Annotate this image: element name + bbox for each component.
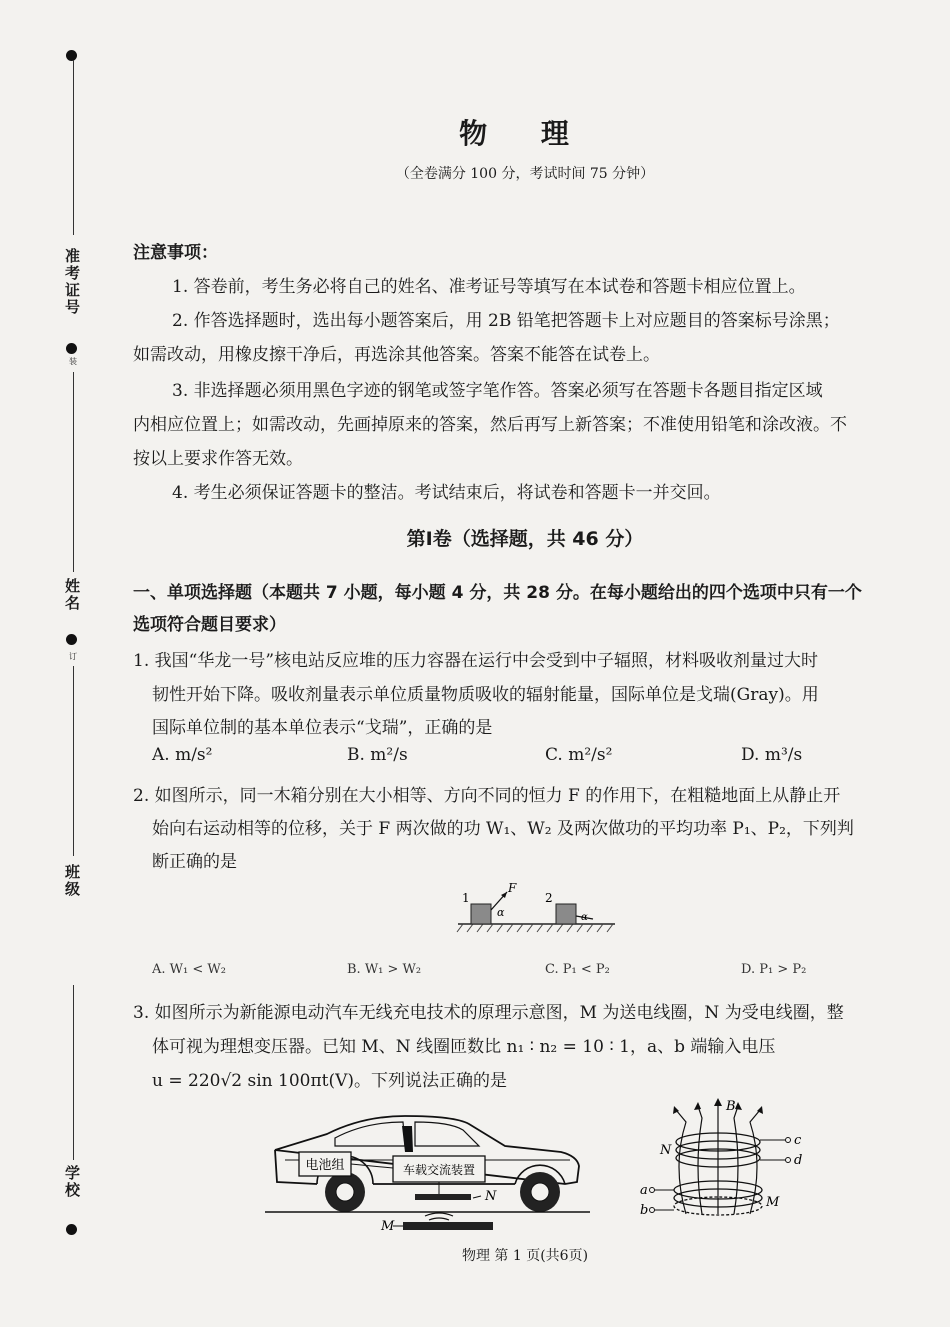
transmitter-coil-label: M [381,1219,395,1234]
coil-m-label: M [766,1195,780,1210]
angle-label-1: α [497,906,505,919]
note-line: 1. 答卷前，考生务必将自己的姓名、准考证号等填写在本试卷和答题卡相应位置上。 [172,277,806,297]
box-1-label: 1 [462,891,470,905]
q3-coil-figure [638,1096,813,1226]
terminal-c: c [794,1133,802,1148]
q3-text: u = 220√2 sin 100πt(V)。下列说法正确的是 [152,1071,508,1091]
q3-text: 3. 如图所示为新能源电动汽车无线充电技术的原理示意图，M 为送电线圈，N 为受电线圈，整 [133,1003,844,1023]
q2-option-c-cut: C. P₁ < P₂ [545,962,610,974]
margin-mark-ding: 订 [69,652,77,661]
q2-figure [455,876,620,936]
q1-option-a: A. m/s² [152,745,213,765]
q1-text: 韧性开始下降。吸收剂量表示单位质量物质吸收的辐射能量，国际单位是戈瑞(Gray)。用 [152,685,819,705]
margin-dot [66,1224,77,1235]
margin-label-name: 姓名 [63,578,81,612]
q2-option-b-cut: B. W₁ > W₂ [347,962,422,974]
margin-label-school: 学校 [63,1165,81,1199]
q3-text: 体可视为理想变压器。已知 M、N 线圈匝数比 n₁ ∶ n₂ = 10 ∶ 1，a、b 端输入电压 [152,1037,776,1057]
battery-label: 电池组 [305,1158,345,1173]
terminal-b: b [640,1203,649,1218]
note-line: 按以上要求作答无效。 [133,449,303,469]
margin-dot [66,634,77,645]
q1-option-d: D. m³/s [741,745,803,765]
part-heading: 一、单项选择题（本题共 7 小题，每小题 4 分，共 28 分。在每小题给出的四个选项中只有一个 [133,583,862,603]
receiver-coil-label: N [485,1189,497,1204]
transmitter-coil [403,1222,493,1230]
field-label: B [726,1099,736,1114]
note-line: 3. 非选择题必须用黑色字迹的钢笔或签字笔作答。答案必须写在答题卡各题目指定区域 [172,381,823,401]
receiver-coil [415,1194,471,1200]
margin-line [73,985,74,1160]
coil-n-label: N [660,1143,672,1158]
q2-text: 断正确的是 [152,852,237,872]
q3-car-figure [265,1112,590,1240]
box-1 [471,904,491,924]
margin-line [73,666,74,856]
angle-label-2: α [581,912,588,923]
note-line: 2. 作答选择题时，选出每小题答案后，用 2B 铅笔把答题卡上对应题目的答案标号涂黑； [172,311,840,331]
page-title: 物 理 [459,117,591,150]
q2-text: 2. 如图所示，同一木箱分别在大小相等、方向不同的恒力 F 的作用下，在粗糙地面上从静止开 [133,786,841,806]
force-label: F [508,881,517,895]
q1-text: 国际单位制的基本单位表示“戈瑞”，正确的是 [152,718,493,738]
q2-option-a-cut: A. W₁ < W₂ [152,962,226,974]
note-line: 4. 考生必须保证答题卡的整洁。考试结束后，将试卷和答题卡一并交回。 [172,483,721,503]
page-footer: 物理 第 1 页(共6页) [461,1248,589,1264]
terminal-a: a [640,1183,648,1198]
notes-heading: 注意事项： [133,243,218,263]
margin-dot [66,50,77,61]
q2-option-d-cut: D. P₁ > P₂ [741,962,807,974]
q1-text: 1. 我国“华龙一号”核电站反应堆的压力容器在运行中会受到中子辐照，材料吸收剂量过大时 [133,651,819,671]
margin-label-exam-id: 准考证号 [63,248,81,316]
margin-mark-zhuang: 装 [69,357,77,366]
ac-device-label: 车载交流装置 [402,1163,476,1177]
box-2-label: 2 [545,891,553,905]
part-heading-cont: 选项符合题目要求） [133,615,286,635]
q1-option-c: C. m²/s² [545,745,613,765]
margin-dot [66,343,77,354]
box-2 [556,904,576,924]
note-line: 内相应位置上；如需改动，先画掉原来的答案，然后再写上新答案；不准使用铅笔和涂改液。不 [133,415,847,435]
section-title: 第Ⅰ卷（选择题，共 46 分） [406,528,644,550]
page-subtitle: （全卷满分 100 分，考试时间 75 分钟） [395,166,655,182]
q2-text: 始向右运动相等的位移，关于 F 两次做的功 W₁、W₂ 及两次做功的平均功率 P₁、P₂，下列判 [152,819,854,839]
margin-label-class: 班级 [63,864,81,898]
q1-option-b: B. m²/s [347,745,408,765]
terminal-d: d [794,1153,803,1168]
note-line: 如需改动，用橡皮擦干净后，再选涂其他答案。答案不能答在试卷上。 [133,345,660,365]
